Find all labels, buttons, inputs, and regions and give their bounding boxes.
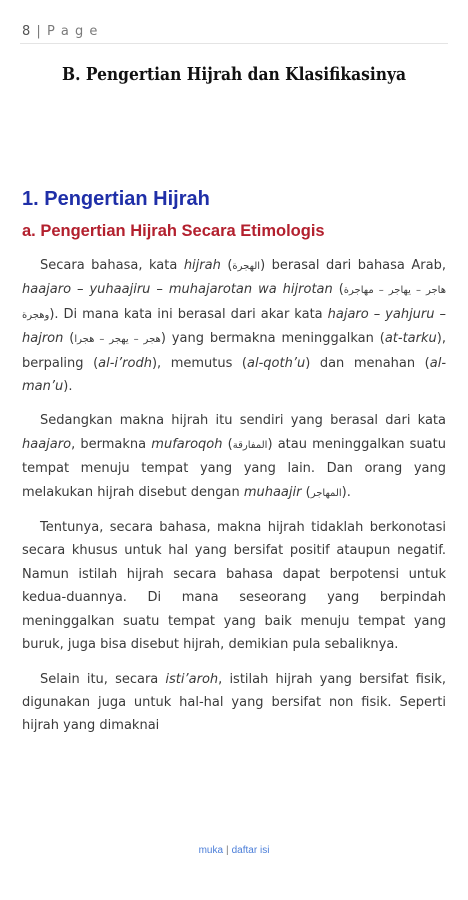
page-footer bbox=[0, 845, 468, 856]
italic-term: hijrah bbox=[183, 258, 221, 273]
italic-term: hajaro – yahjuru – hajron bbox=[22, 306, 446, 347]
italic-term: haajaro – yuhaajiru – muhajarotan wa hijrotan bbox=[22, 282, 333, 298]
paragraph-1 bbox=[22, 254, 446, 398]
page-header bbox=[22, 24, 98, 39]
text-span: Secara bahasa, kata bbox=[40, 258, 184, 273]
page-number: 8 bbox=[22, 24, 32, 39]
italic-term: haajaro bbox=[22, 436, 72, 452]
text-span: Selain itu, secara bbox=[40, 671, 166, 687]
text-span: ). Di mana kata ini berasal dari akar kata bbox=[49, 306, 328, 322]
section-title: B. Pengertian Hijrah dan Klasifikasinya bbox=[61, 64, 406, 85]
text-span: ) dan menahan ( bbox=[305, 355, 430, 371]
italic-term: mufaroqoh bbox=[151, 436, 223, 452]
text-span: ( bbox=[220, 258, 233, 273]
italic-term: isti’aroh bbox=[165, 671, 219, 687]
italic-term: muhaajir bbox=[243, 484, 302, 500]
italic-term: al-i’rodh bbox=[98, 355, 152, 371]
arabic-term: المهاجر bbox=[310, 487, 342, 499]
italic-term: al-qoth’u bbox=[247, 355, 306, 371]
table-of-contents-link[interactable]: daftar isi bbox=[231, 845, 270, 856]
text-span: ) yang bermakna meninggalkan ( bbox=[160, 331, 385, 347]
page-header-label: P a g e bbox=[46, 24, 99, 39]
home-link[interactable]: muka bbox=[198, 845, 224, 856]
text-span: ( bbox=[332, 282, 344, 298]
header-divider bbox=[20, 43, 448, 44]
text-span: ( bbox=[222, 436, 233, 452]
text-span: ). bbox=[341, 484, 351, 500]
text-span: ), memutus ( bbox=[151, 355, 248, 371]
text-span: ) berasal dari bahasa Arab, bbox=[260, 258, 446, 273]
italic-term: at-tarku bbox=[384, 331, 437, 347]
text-span: ( bbox=[63, 331, 75, 347]
arabic-term: المفارقة bbox=[232, 439, 268, 451]
text-span: , bermakna bbox=[71, 436, 152, 452]
paragraph-3: Tentunya, secara bahasa, makna hijrah tidaklah berkonotasi secara khusus untuk hal yang bersifat positif ataupun negatif. Namun istilah hijrah secara bahasa dapat berpotensi untuk kedua-duannya. Di mana seseorang yang berpindah meninggalkan suatu tempat yang baik menuju tempat yang buruk, juga bisa disebut hijrah, demikian pula sebaliknya. bbox=[22, 520, 446, 653]
page-header-separator: | bbox=[36, 24, 42, 39]
body-text bbox=[22, 254, 446, 749]
arabic-term: الهجرة bbox=[232, 261, 261, 272]
text-span: Sedangkan makna hijrah itu sendiri yang berasal dari kata bbox=[40, 413, 446, 429]
chapter-heading: 1. Pengertian Hijrah bbox=[22, 188, 210, 210]
arabic-term: هاجر – يهاجر – مهاجرة وهجرة bbox=[22, 285, 446, 321]
text-span: ( bbox=[301, 484, 311, 500]
paragraph-2 bbox=[22, 409, 446, 505]
paragraph-4 bbox=[22, 668, 446, 738]
italic-term: al-man’u bbox=[22, 355, 447, 395]
sub-heading: a. Pengertian Hijrah Secara Etimologis bbox=[22, 222, 325, 240]
text-span: ). bbox=[63, 379, 73, 395]
text-span: ) atau meninggalkan suatu tempat menuju tempat yang yang lain. Dan orang yang melakukan hijrah disebut dengan bbox=[22, 436, 446, 500]
text-span: , istilah hijrah yang bersifat fisik, digunakan juga untuk hal-hal yang bersifat non fisik. Seperti hijrah yang dimaknai bbox=[22, 671, 446, 734]
text-span: ), berpaling ( bbox=[22, 331, 446, 371]
arabic-term: هجر – يهجر – هجرا bbox=[74, 334, 161, 346]
footer-separator: | bbox=[226, 845, 229, 856]
